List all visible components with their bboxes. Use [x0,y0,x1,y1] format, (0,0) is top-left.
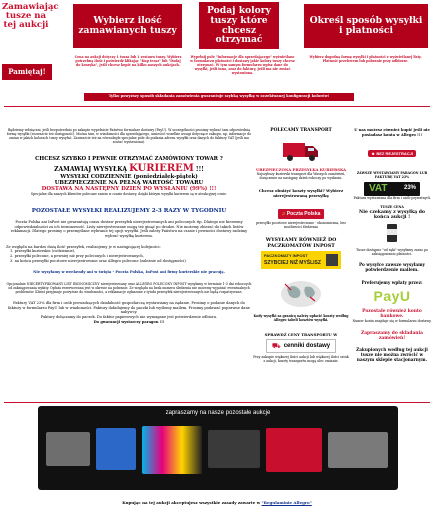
divider-bottom [4,402,430,403]
fineprint-text: Opcjonalnie NIECERTYFIKOWANY LIST EKONOMICZNY nierejestrowany oraz ALLEGRO POLECONY INPOST wysyłamy w terminie 1-3 dni roboczych od zaksięgowania wpłaty. Opłata rezerwowana jest w okresie na pobranie. Ze względu na brak numeru śledzenia nie możemy wyjaśnić ewentualnych problemów. Klient przyjmuje powyższe do wiadomości, a reklamacje zgłaszane z tytułu przesyłek nierejestrowanych nie będą rozpatrywane. [6,282,252,295]
no-wait-shipping: Nie czekamy z wysyłką do końca aukcji ! [359,210,425,221]
ink-in-stock-note: Tusze dostępne "od ręki" wysyłamy zaraz po zaksięgowaniu płatności. [356,248,428,257]
priority-item-3: 3. na końcu przesyłki pocztowe nierejestrowane oraz Allegro polecone (zależnie od dostępności). [10,258,187,263]
left-column [6,110,252,324]
courier-van-image [253,137,349,167]
price-list-text: cenniki dostawy [283,343,331,349]
no-registration-text: BEZ REJESTRACJI [376,151,414,157]
full-insurance: UBEZPIECZENIE NA PEŁNĄ WARTOŚĆ TOWARU [54,180,204,186]
price-list-desc: Przy zakupie większej ilości aukcji lub większej ilości sztuk z aukcji, koszty transportu mogą ulec zmianie. [253,355,349,363]
step-box-shipping [304,4,428,48]
right-column [352,110,432,362]
footer-text: Kupując na tej aukcji akceptujesz wszystkie zasady zawarte w [122,500,262,505]
priority-item-1: 1. przesyłki kurierskie (codziennie), [10,249,76,254]
info-banner [84,93,354,101]
ink-set-thumbnail[interactable] [142,426,202,474]
no-account-note: U nas możesz również kupić jeśli nie posiadasz konta w Allegro !!! [354,128,430,137]
order-title: Zamawiając tusze na tej aukcji [2,2,59,31]
no-return-note: Zakupionych według tej aukcji tusze nie można zwrócić w naszym sklepie stacjonarnym. [356,347,428,363]
payu-text: PayU [373,288,411,305]
cheaper-shipping: Chcesz obniżyć koszty wysyłki? Wybierz nierejestrowaną przesyłkę [258,188,344,198]
poczta-polska-text: Poczta Polska [286,211,321,217]
ink-cartridge-icon [382,222,402,244]
price-list-link[interactable] [266,339,336,353]
info-banner-text: Tylko powyższy sposób składania zamówienia gwarantuje szybką wysyłkę w oczekiwanej konfiguracji kolorów! [108,94,330,99]
vat-badge [364,182,420,196]
world-map-image [253,279,349,313]
pamietaj-label: Pamiętaj! [8,67,46,77]
poczta-polska-badge [278,209,325,219]
payu-logo [352,286,432,305]
ink-bottles-thumbnail[interactable] [96,428,136,470]
allegro-rules-link[interactable]: "Regulaminie Allegro" [261,500,312,505]
poczta-polska-logo [253,200,349,219]
vat-badge-label: VAT [369,183,388,195]
inpost-logo [261,251,341,269]
step-shipping-label: Określ sposób wysyłki i płatności [309,15,423,36]
truck-icon: ⛟ [271,341,281,350]
posthorn-icon: ♫ [281,211,286,217]
other-auctions-banner[interactable] [38,406,398,490]
no-registration-badge-wrap [352,140,432,159]
inpost-bottom: SZYBCIEJ NIŻ MYŚLISZ [264,260,321,266]
vat-info: Faktury VAT 23% dla firm i osób prowadzących działalność gospodarczą wystawiamy na żądanie. Prosimy o podanie danych do faktury w formularzu PayU lub w wiadomości. Faktury doładujemy do paczki lub wyślemy mailem. Prosimy podawać poprawne dane nabywcy. [8,301,250,315]
bank-transfer-note: Pozostałe również konto bankowe. [362,309,422,320]
step-desc-quantity: Cena na aukcji dotyczy 1 tusza lub 1 zestawu tuszy. Wybierz potrzebną ilość i potwierdź klikając "Kup teraz" lub "Dodaj do koszyka", jeśli chcesz kupić na kilku naszych aukcjach. [74,55,182,67]
transport-heading: POLECAMY TRANSPORT [270,128,332,133]
order-priority-head: Ze względu na bardzo dużą ilość przesyłek, realizujemy je w następującej kolejności: [6,244,161,249]
other-shipping-heading: POZOSTAŁE WYSYŁKI REALIZUJEMY 2-3 RAZY W TYGODNIU [31,208,227,214]
vat-desc: Faktura wystawiana dla firm i osób prywatnych [353,196,431,201]
poczta-desc: przesyłki pocztowe nierejestrowane - ekonomiczna, bez możliwości śledzenia [256,221,346,229]
footer-note [0,500,434,505]
user-icon: ☻ [370,151,376,157]
next-day-delivery: DOSTAWA NA NASTĘPNY DZIEŃ PO WYSŁANIU (99%) !!! [41,186,217,192]
fast-question: CHCESZ SZYBKO I PEWNIE OTRZYMAĆ ZAMÓWIONY TOWAR ? [35,156,223,162]
courier-word: KURIEREM [129,163,194,174]
courier-line-post: !!! [193,166,204,173]
globe-icon [277,279,325,309]
step-colors-label: Podaj kolory tuszy które chcesz otrzymać [207,5,271,46]
inpost-top: PACZKOMATY INPOST [264,253,308,258]
receipt-guarantee: Do gwarancji wystarczy paragon !!! [93,319,165,324]
invite-orders: Zapraszamy do składania zamówień! [360,331,423,342]
insured-courier-desc: Najszybszy kurierski transport dla Waszych zamówień, doręczenie na następny dzień roboczy po wysłaniu. [256,172,346,180]
courier-van-icon [281,137,321,163]
confirmation-note: Po wysyłce zawsze wysyłamy potwierdzenie mailem. [359,262,425,273]
step-box-quantity [73,4,182,48]
ink-cartridge-image [352,222,432,248]
receipt-note: ZAWSZE WYSTAWIAMY PARAGON LUB FAKTURĘ VAT 23% [356,171,428,180]
pamietaj-badge [2,64,52,80]
priority-item-2: 2. przesyłki polecone, a pewniej niż przy poleconych i nierejestrowanych, [10,254,144,259]
step-desc-shipping: Wybierz dogodną formę wysyłki i płatności z wyświetlanej listy. Płatność przelewem lub pobranie przy odbiorze. [309,55,422,63]
no-registration-badge [368,150,416,157]
special-note: Specjalne dla naszych klientów polecane zanim w czasie dostawy, dzięki którym wysyłki kurierem są w atrakcyjnej cenie. [30,192,228,196]
courier-line [6,163,252,174]
paczkomaty-heading: WYSYŁAMY RÓWNIEŻ DO PACZKOMATÓW INPOST [265,237,337,249]
bank-account-note: Numer konta znajduje się w formularzu dostawy. [352,319,432,324]
daily-shipping: WYSYŁKI CODZIENNIE (poniedziałek-piątek) [60,174,198,180]
check-prices: SPRAWDŹ CENY TRANSPORTU W [264,332,338,337]
accessories-thumbnail[interactable] [328,432,388,468]
middle-column [253,110,349,363]
preferred-payment: Preferujemy wpłaty przez: [361,280,423,286]
step-quantity-label: Wybierz ilość zamawianych tuszy [78,15,177,36]
toner-thumbnail[interactable] [208,430,260,468]
intro-text: Będziemy wdzięczni, jeśli bezpośrednio po zakupie wypełnicie Państwo formularz dostawy (PayU). W szczególności prosimy wybrać tam odpowiednią formę wysyłki (rozważcie też dostępność). Można tam, w wiadomości dla sprzedającego, umieścić wszelkie uwagi dotyczące zakupu, np. informacje do zmian w jakich kolorach tuszy wysyłać. Zauważcie też na równoległe specjalne pole do podania adresu wysyłki oraz danych do faktury VAT (jeśli ma zostać wystawiona). [6,128,252,144]
parcel-locker-icon [326,254,338,266]
step-desc-colors: Wypełnij pole "Informacje dla sprzedającego" wyświetlane w formularzu płatności i dostawy jakie kolory tuszy chcesz otrzymać. W tym samym formularzu wpisz dane do wysyłki, jeśli inna, oraz do faktury, jeśli ma nie zostać wystawiona. [190,55,295,75]
weekend-note: Nie wysyłamy w weekendy ani w święta - Poczta Polska, InPost ani firmy kurierskie nie pracują. [33,270,225,275]
vat-badge-pct: 23% [403,185,416,192]
printer-thumbnail[interactable] [46,432,90,466]
courier-line-pre: ZAMAWIAJ WYSYŁKĄ [54,166,130,173]
other-auctions-text: zapraszamy na nasze pozostałe aukcje [165,410,271,416]
step-box-colors [199,2,279,49]
left-title [2,2,59,41]
foreign-shipping-note: Kody wysyłki za granicę należy opłacić koszty według Allegro tabeli kosztów wysyłki. [253,314,349,322]
poczta-disclaimer: Poczta Polska ani InPost nie gwarantują czasu dostaw przesyłek nierejestrowanych ani poleconych itp. Dlatego nie bierzemy odpowiedzialności za ich terminowość. Listy nierejestrowane mogą też ginąć po drodze. Nie możemy zbierać do takich listów reklamacji. Dlatego prosimy o przemyślane wybranie tej opcji wysyłki. Jeśli zależy Państwu na czasie i pewności dostawy radzimy wybrać wysyłkę kurierem. [10,220,248,239]
vat-info-2: Faktury dołączamy do paczek. Do faktur papierowych nie wymagane jest potwierdzenie odbioru. [40,315,218,320]
cartridge-pack-thumbnail[interactable] [266,428,322,472]
divider-top [4,106,430,107]
insured-courier-label: UBEZPIECZONA PRZESYŁKA KURIERSKA [255,167,347,172]
ink-price-label: TUSZE CENA [380,205,404,210]
